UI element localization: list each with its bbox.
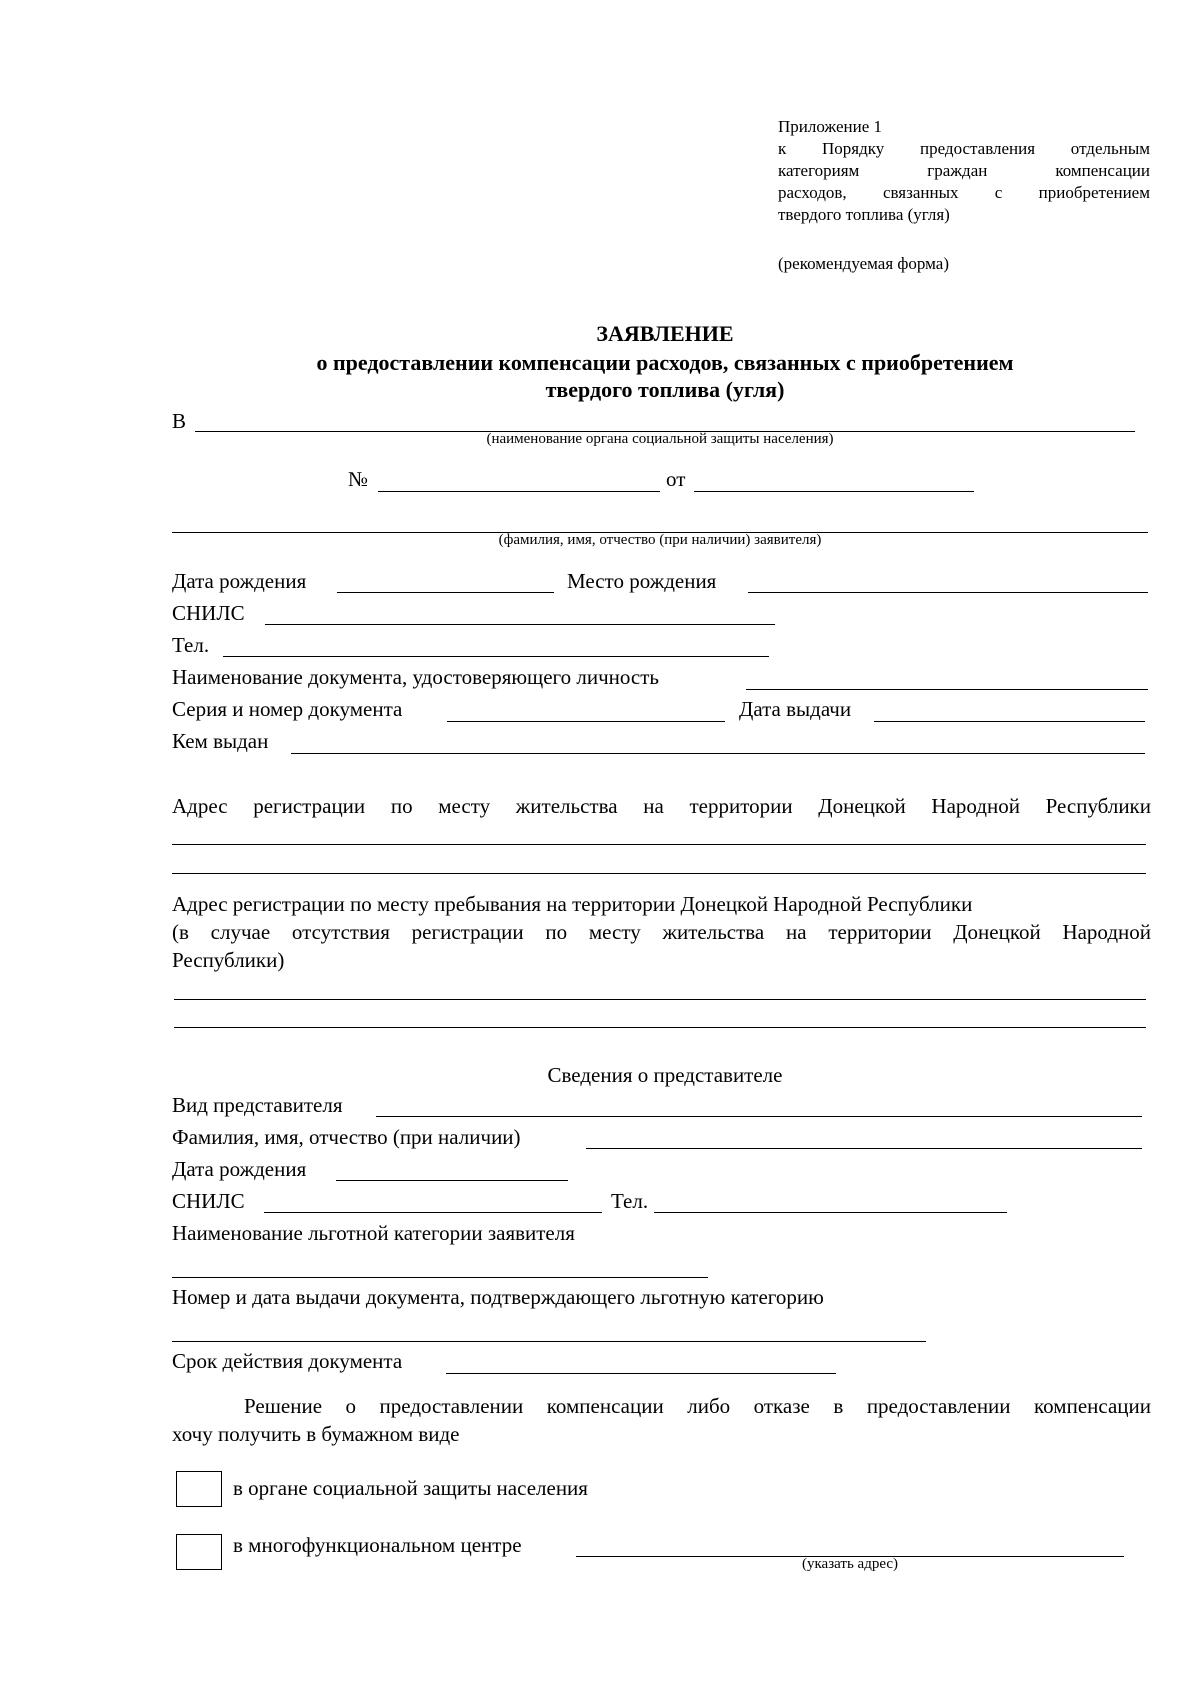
document-validity-label: Срок действия документа xyxy=(172,1349,403,1373)
birth-date-label: Дата рождения xyxy=(172,569,307,593)
form-subtitle-2: твердого топлива (угля) xyxy=(545,377,785,402)
representative-birth-date-field[interactable] xyxy=(336,1180,568,1181)
appendix-line: расходов, связанных с приобретением xyxy=(778,183,1150,202)
issued-by-field[interactable] xyxy=(291,753,1145,754)
recipient-caption: (наименование органа социальной защиты населения) xyxy=(486,431,834,447)
appendix-note xyxy=(778,116,1150,226)
issue-date-field[interactable] xyxy=(874,721,1145,722)
form-subtitle: о предоставлении компенсации расходов, связанных с приобретением xyxy=(316,350,1014,375)
recommended-form-note: (рекомендуемая форма) xyxy=(778,254,950,273)
document-series-field[interactable] xyxy=(447,721,725,722)
decision-line: хочу получить в бумажном виде xyxy=(172,1422,460,1446)
issued-by-label: Кем выдан xyxy=(172,729,269,753)
stay-address-line: Адрес регистрации по месту пребывания на территории Донецкой Народной Республики xyxy=(172,892,973,916)
option-social-protection-checkbox[interactable] xyxy=(176,1471,222,1507)
phone-label: Тел. xyxy=(172,633,210,657)
representative-type-label: Вид представителя xyxy=(172,1093,343,1117)
benefit-document-field[interactable] xyxy=(172,1341,926,1342)
recipient-prefix: В xyxy=(172,409,187,433)
number-label: № xyxy=(348,467,369,491)
document-validity-field[interactable] xyxy=(446,1373,836,1374)
decision-line: Решение о предоставлении компенсации либо отказе в предоставлении компенсации xyxy=(244,1394,1151,1418)
representative-phone-label: Тел. xyxy=(611,1189,649,1213)
appendix-line: Приложение 1 xyxy=(778,117,882,136)
option-social-protection-label: в органе социальной защиты населения xyxy=(233,1476,588,1500)
form-title: ЗАЯВЛЕНИЕ xyxy=(596,321,734,346)
decision-statement xyxy=(172,1392,1151,1448)
snils-label: СНИЛС xyxy=(172,601,245,625)
stay-address-field-1[interactable] xyxy=(174,999,1146,1000)
stay-address-line: Республики) xyxy=(172,948,285,972)
phone-field[interactable] xyxy=(223,656,769,657)
representative-type-field[interactable] xyxy=(376,1116,1142,1117)
birth-date-field[interactable] xyxy=(337,592,554,593)
stay-address-field-2[interactable] xyxy=(174,1027,1146,1028)
residence-address-field-1[interactable] xyxy=(172,844,1146,845)
snils-field[interactable] xyxy=(265,624,775,625)
representative-name-field[interactable] xyxy=(586,1148,1142,1149)
representative-phone-field[interactable] xyxy=(654,1212,1007,1213)
representative-heading: Сведения о представителе xyxy=(547,1063,783,1087)
residence-address-field-2[interactable] xyxy=(172,873,1146,874)
benefit-document-label: Номер и дата выдачи документа, подтверждающего льготную категорию xyxy=(172,1285,824,1309)
appendix-line: твердого топлива (угля) xyxy=(778,205,950,224)
appendix-line: к Порядку предоставления отдельным xyxy=(778,139,1150,158)
id-document-label: Наименование документа, удостоверяющего личность xyxy=(172,665,660,689)
document-series-label: Серия и номер документа xyxy=(172,697,403,721)
from-date-field[interactable] xyxy=(694,491,974,492)
option-mfc-label: в многофункциональном центре xyxy=(233,1533,522,1557)
stay-address-line: (в случае отсутствия регистрации по месту жительства на территории Донецкой Народной xyxy=(172,920,1151,944)
representative-birth-date-label: Дата рождения xyxy=(172,1157,307,1181)
number-field[interactable] xyxy=(378,491,660,492)
representative-snils-label: СНИЛС xyxy=(172,1189,245,1213)
option-mfc-checkbox[interactable] xyxy=(176,1534,222,1570)
benefit-category-label: Наименование льготной категории заявителя xyxy=(172,1221,575,1245)
stay-address-label xyxy=(172,890,1151,974)
appendix-line: категориям граждан компенсации xyxy=(778,161,1150,180)
residence-address-label: Адрес регистрации по месту жительства на территории Донецкой Народной Республики xyxy=(172,794,1151,818)
id-document-field[interactable] xyxy=(746,689,1148,690)
from-label: от xyxy=(666,467,686,491)
applicant-name-caption: (фамилия, имя, отчество (при наличии) заявителя) xyxy=(498,532,822,548)
mfc-address-caption: (указать адрес) xyxy=(801,1556,899,1572)
representative-name-label: Фамилия, имя, отчество (при наличии) xyxy=(172,1125,521,1149)
birth-place-field[interactable] xyxy=(748,592,1148,593)
issue-date-label: Дата выдачи xyxy=(739,697,852,721)
benefit-category-field[interactable] xyxy=(172,1277,708,1278)
birth-place-label: Место рождения xyxy=(567,569,717,593)
representative-snils-field[interactable] xyxy=(264,1212,602,1213)
